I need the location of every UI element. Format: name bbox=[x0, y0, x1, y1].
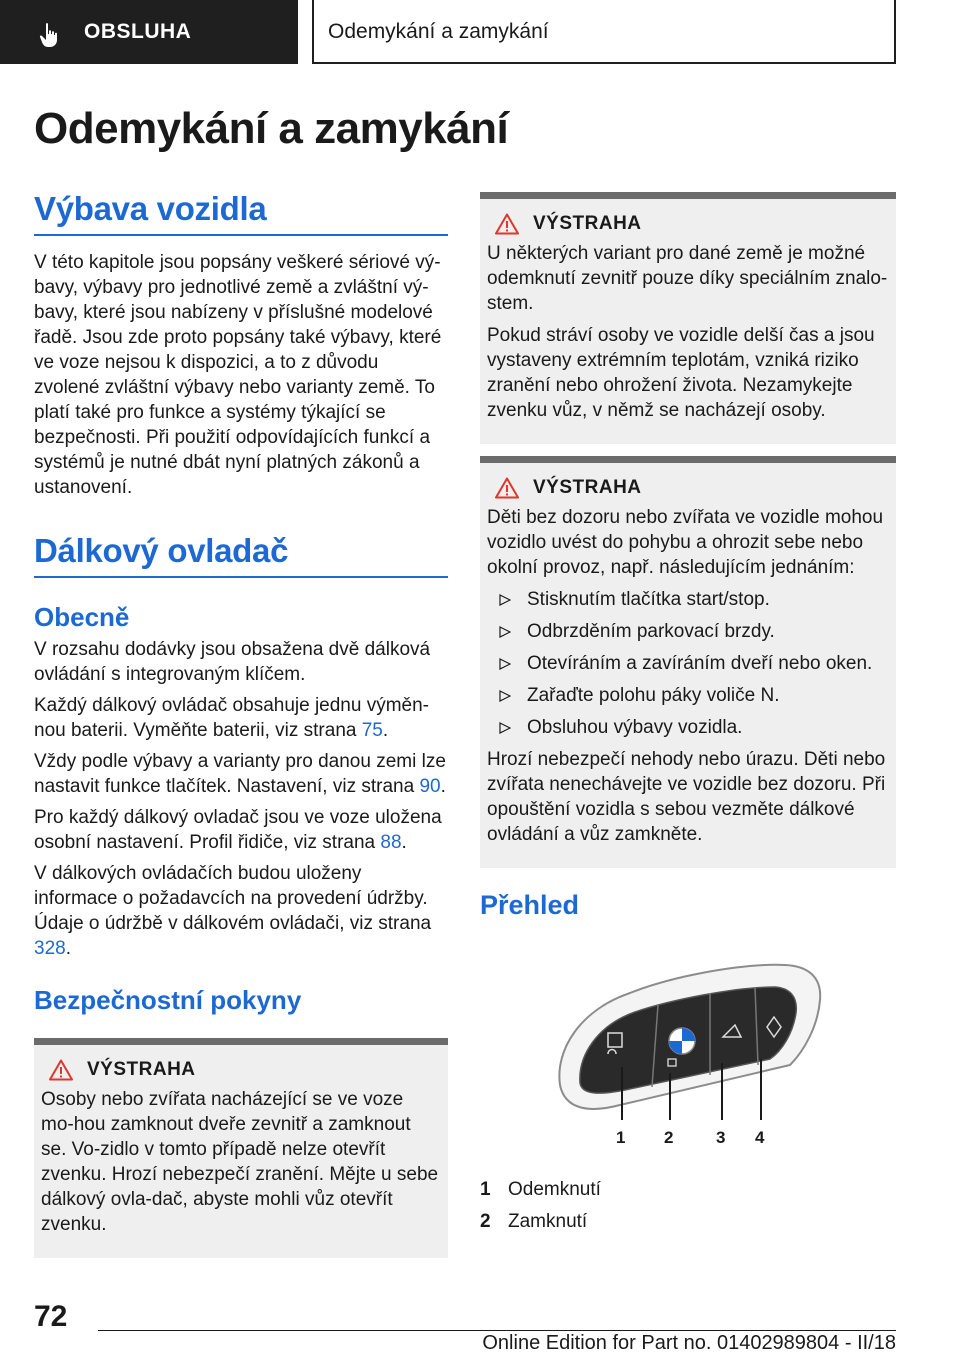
warning-triangle-icon bbox=[495, 477, 519, 499]
warning-title: VÝSTRAHA bbox=[533, 213, 642, 234]
legend-number: 2 bbox=[480, 1211, 491, 1232]
edition-note: Online Edition for Part no. 01402989804 - II/18 bbox=[482, 1332, 896, 1354]
triangle-bullet-icon bbox=[499, 626, 511, 638]
obecne-p2: Každý dálkový ovládač obsahuje jednu výměn‐nou baterii. Vyměňte baterii, viz strana 75. bbox=[34, 695, 430, 741]
hand-pointer-icon bbox=[38, 22, 62, 48]
list-item: Odbrzděním parkovací brzdy. bbox=[487, 619, 888, 644]
callout-label-3: 3 bbox=[716, 1128, 726, 1147]
warning-box bbox=[480, 456, 896, 868]
list-item: Zařaďte polohu páky voliče N. bbox=[487, 683, 888, 708]
vybava-text: V této kapitole jsou popsány veškeré sériové vý‐bavy, výbavy pro jednotlivé země a zvláštní vý‐bavy, které jsou nabízeny v příslušné modelové řadě. Jsou zde proto popsány také výbavy, které ve voze nejsou k dispozici, a to z důvodu zvolené zvláštní výbavy nebo varianty země. To platí také pro funkce a systémy týkající se bezpečnosti. Při použití odpovídajících funkcí a systémů je nutné dbát nyní platných zákonů a ustanovení. bbox=[34, 252, 442, 498]
obecne-p1: V rozsahu dodávky jsou obsažena dvě dálková ovládání s integrovaným klíčem. bbox=[34, 639, 431, 685]
chapter-box bbox=[312, 0, 896, 64]
triangle-bullet-icon bbox=[499, 658, 511, 670]
page-link-88[interactable]: 88 bbox=[380, 832, 402, 853]
legend-item bbox=[480, 1174, 896, 1206]
bullet-list bbox=[487, 587, 888, 740]
warning1-p2: Pokud stráví osoby ve vozidle delší čas a jsou vystaveny extrémním teplotám, vzniká riziko zranění nebo ohrožení života. Nezamykejte zvenku vůz, v němž se nacházejí osoby. bbox=[487, 325, 875, 421]
legend-item bbox=[480, 1206, 896, 1238]
legend-text: Odemknutí bbox=[508, 1179, 601, 1200]
page-number: 72 bbox=[34, 1300, 68, 1333]
warning-text: Osoby nebo zvířata nacházející se ve voze mo‐hou zamknout dveře zevnitř a zamknout se. Vo‐zidlo v tomto případě nelze otevřít zvenku. Hrozí nebezpečí zranění. Mějte u sebe dálkový ovla‐dač, abyste mohli vůz otevřít zvenku. bbox=[41, 1089, 439, 1235]
page-title: Odemykání a zamykání bbox=[34, 104, 509, 153]
left-column bbox=[34, 190, 448, 1258]
heading-obecne: Obecně bbox=[34, 602, 130, 632]
page-link-90[interactable]: 90 bbox=[419, 776, 441, 797]
legend-number: 1 bbox=[480, 1179, 491, 1200]
callout-label-4: 4 bbox=[755, 1128, 765, 1147]
warning2-p2: Hrozí nebezpečí nehody nebo úrazu. Děti nebo zvířata nenechávejte ve vozidle bez dozoru. Při opouštění vozidla s sebou vezměte dálkové ovládání a vůz zamkněte. bbox=[487, 749, 886, 845]
section-label: OBSLUHA bbox=[84, 20, 192, 43]
page-link-75[interactable]: 75 bbox=[361, 720, 383, 741]
warning-header bbox=[487, 213, 888, 235]
warning-title: VÝSTRAHA bbox=[533, 477, 642, 498]
heading-bezpecnostni-pokyny: Bezpečnostní pokyny bbox=[34, 985, 302, 1015]
right-column bbox=[480, 192, 896, 1238]
triangle-bullet-icon bbox=[499, 690, 511, 702]
list-item: Otevíráním a zavíráním dveří nebo oken. bbox=[487, 651, 888, 676]
callout-label-1: 1 bbox=[616, 1128, 626, 1147]
obecne-p4: Pro každý dálkový ovladač jsou ve voze uložena osobní nastavení. Profil řidiče, viz strana 88. bbox=[34, 807, 442, 853]
warning-box bbox=[34, 1038, 448, 1258]
heading-prehled: Přehled bbox=[480, 890, 580, 920]
list-item: Obsluhou výbavy vozidla. bbox=[487, 715, 888, 740]
key-fob-illustration bbox=[550, 955, 830, 1155]
triangle-bullet-icon bbox=[499, 594, 511, 606]
section-tab bbox=[0, 0, 298, 64]
warning1-p1: U některých variant pro dané země je možné odemknutí zevnitř pouze díky speciálním znalo‐stem. bbox=[487, 243, 888, 314]
page-link-328[interactable]: 328 bbox=[34, 938, 66, 959]
obecne-p5: V dálkových ovládačích budou uloženy informace o požadavcích na provedení údržby. Údaje o údržbě v dálkovém ovládači, viz strana 328. bbox=[34, 863, 432, 959]
triangle-bullet-icon bbox=[499, 722, 511, 734]
heading-dalkovy-ovladac: Dálkový ovladač bbox=[34, 532, 448, 578]
warning-triangle-icon bbox=[49, 1059, 73, 1081]
chapter-label: Odemykání a zamykání bbox=[328, 20, 549, 43]
warning-header bbox=[487, 477, 888, 499]
warning-triangle-icon bbox=[495, 213, 519, 235]
heading-vybava: Výbava vozidla bbox=[34, 190, 448, 236]
warning-box bbox=[480, 192, 896, 444]
warning-title: VÝSTRAHA bbox=[87, 1059, 196, 1080]
page-header bbox=[0, 0, 960, 66]
obecne-p3: Vždy podle výbavy a varianty pro danou zemi lze nastavit funkce tlačítek. Nastavení, viz strana 90. bbox=[34, 751, 446, 797]
list-item: Stisknutím tlačítka start/stop. bbox=[487, 587, 888, 612]
callout-label-2: 2 bbox=[664, 1128, 674, 1147]
warning2-p1: Děti bez dozoru nebo zvířata ve vozidle mohou vozidlo uvést do pohybu a ohrozit sebe nebo okolní provoz, např. následujícím jednáním: bbox=[487, 507, 884, 578]
footer-divider bbox=[98, 1330, 896, 1331]
legend-text: Zamknutí bbox=[508, 1211, 588, 1232]
warning-header bbox=[41, 1059, 440, 1081]
